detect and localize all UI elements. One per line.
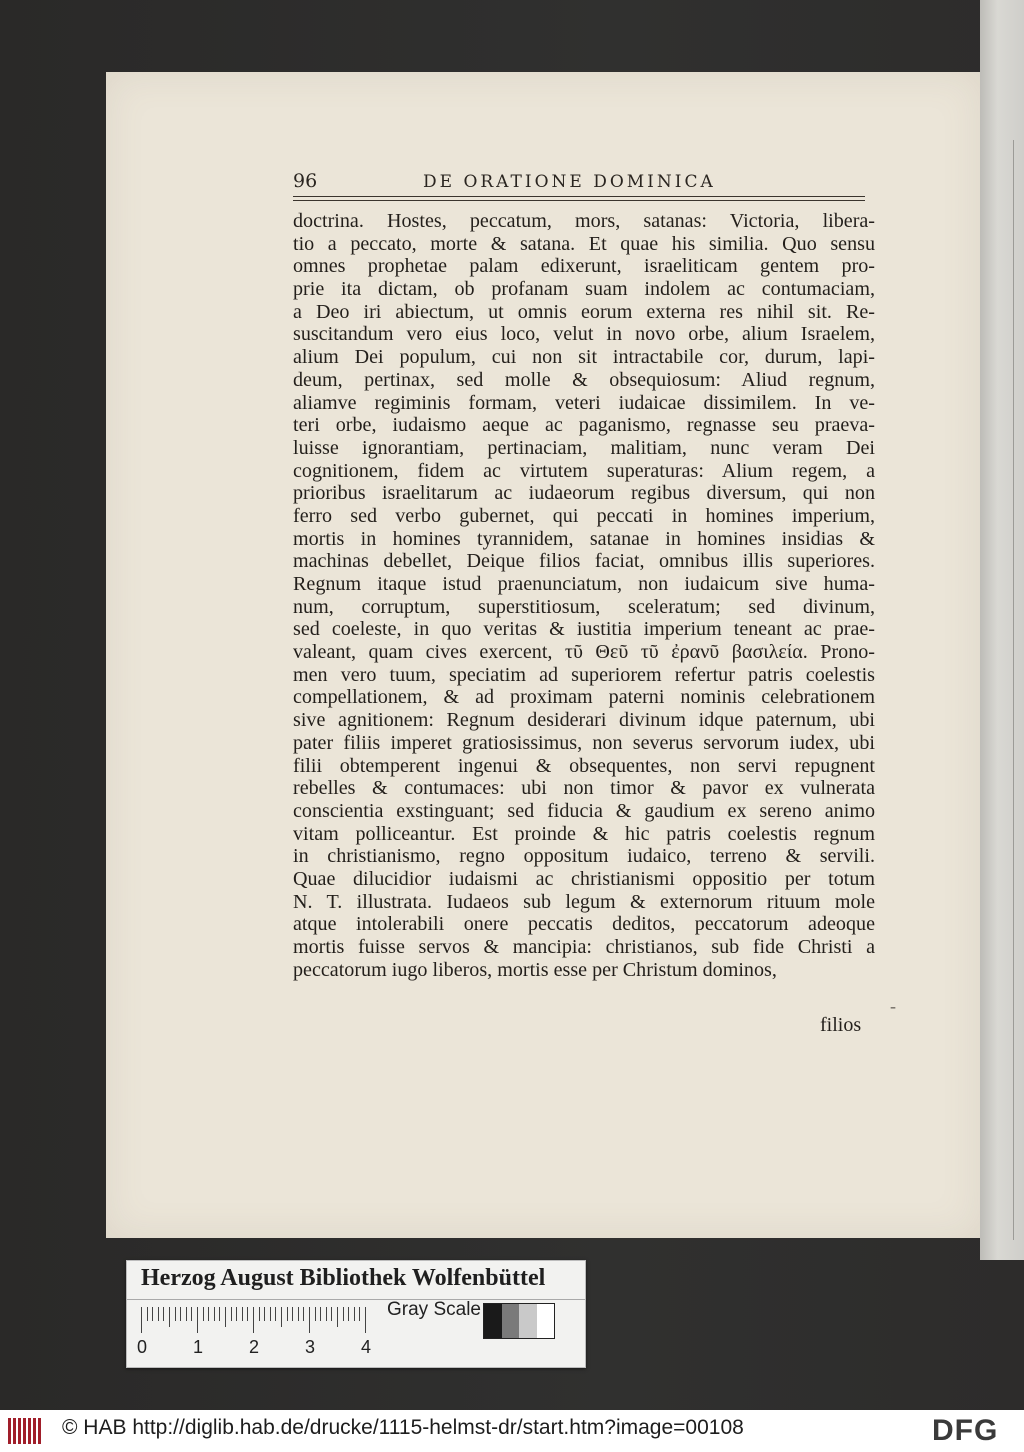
text-line: aliamve regiminis formam, veteri iudaicae dissimilem. In ve- (293, 391, 875, 414)
ruler-tick (242, 1307, 243, 1321)
ruler-tick (169, 1307, 170, 1327)
text-line: cognitionem, fidem ac virtutem superaturas: Alium regem, a (293, 459, 875, 482)
head-rule (293, 196, 865, 201)
text-line: omnes prophetae palam edixerunt, israeliticam gentem pro- (293, 255, 875, 278)
ruler-tick (264, 1307, 265, 1321)
gray-swatch (484, 1304, 502, 1338)
ruler-tick (141, 1307, 142, 1333)
ruler-tick (365, 1307, 366, 1333)
running-head-title: DE ORATIONE DOMINICA (423, 172, 716, 192)
ruler-tick (197, 1307, 198, 1333)
text-line: vitam polliceantur. Est proinde & hic patris coelestis regnum (293, 822, 875, 845)
text-line: valeant, quam cives exercent, τῦ Θεῦ τῦ ἐρανῦ βασιλεία. Prono- (293, 641, 875, 664)
text-line: luisse ignorantiam, pertinaciam, malitiam, nunc veram Dei (293, 436, 875, 459)
text-line: filii obtemperent ingenui & obsequentes, non servi repugnent (293, 754, 875, 777)
text-line: sive agnitionem: Regnum desiderari divinum idque paternum, ubi (293, 709, 875, 732)
page-number: 96 (293, 170, 318, 192)
ruler-tick (236, 1307, 237, 1321)
gray-swatch (519, 1304, 537, 1338)
card-title: Herzog August Bibliothek Wolfenbüttel (141, 1265, 546, 1291)
footer-source-link[interactable]: © HAB http://diglib.hab.de/drucke/1115-helmst-dr/start.htm?image=00108 (62, 1416, 744, 1439)
hab-logo-icon (8, 1418, 48, 1444)
card-divider (127, 1299, 585, 1300)
ruler-tick (354, 1307, 355, 1321)
text-line: suscitandum vero eius loco, velut in novo orbe, alium Israelem, (293, 323, 875, 346)
text-line: pater filiis imperet gratiosissimus, non severus servorum iudex, ubi (293, 731, 875, 754)
ruler-tick (298, 1307, 299, 1321)
gray-swatch (537, 1304, 555, 1338)
ruler-tick (315, 1307, 316, 1321)
gray-scale-label: Gray Scale (387, 1299, 481, 1320)
ruler-tick (152, 1307, 153, 1321)
body-text (293, 210, 875, 981)
ruler-tick (270, 1307, 271, 1321)
spine-edge (1013, 140, 1014, 1240)
text-line: alium Dei populum, cui non sit intractabile cor, durum, lapi- (293, 346, 875, 369)
text-line: tio a peccato, morte & satana. Et quae his similia. Quo sensu (293, 232, 875, 255)
text-line: in christianismo, regno oppositum iudaico, terreno & servili. (293, 845, 875, 868)
text-line: conscientia exstinguant; sed fiducia & gaudium ex sereno animo (293, 799, 875, 822)
text-line: rebelles & contumaces: ubi non timor & pavor ex vulnerata (293, 777, 875, 800)
ruler-tick (247, 1307, 248, 1321)
text-line: teri orbe, iudaismo aeque ac paganismo, regnasse seu praeva- (293, 414, 875, 437)
scale-ruler (141, 1307, 381, 1333)
scale-number: 4 (361, 1337, 372, 1357)
ruler-tick (337, 1307, 338, 1327)
ruler-tick (219, 1307, 220, 1321)
ruler-tick (214, 1307, 215, 1321)
ruler-tick (259, 1307, 260, 1321)
ruler-tick (253, 1307, 254, 1333)
scale-numbers (137, 1337, 397, 1359)
ruler-tick (281, 1307, 282, 1327)
ruler-tick (292, 1307, 293, 1321)
scale-number: 3 (305, 1337, 316, 1357)
dfg-logo: DFG (932, 1414, 999, 1447)
text-line: men vero tuum, speciatim ad superiorem refertur patris coelestis (293, 663, 875, 686)
text-line: deum, pertinax, sed molle & obsequiosum: Aliud regnum, (293, 368, 875, 391)
text-line: mortis fuisse servos & mancipia: christianos, sub fide Christi a (293, 936, 875, 958)
text-line: atque intolerabili onere peccatis deditos, peccatorum adeoque (293, 913, 875, 936)
catchword: filios (820, 1014, 862, 1036)
text-line: prie ita dictam, ob profanam suam indolem ac contumaciam, (293, 278, 875, 301)
scale-number: 2 (249, 1337, 260, 1357)
ruler-tick (359, 1307, 360, 1321)
text-line: doctrina. Hostes, peccatum, mors, satanas: Victoria, libera- (293, 210, 875, 232)
text-line: peccatorum iugo liberos, mortis esse per Christum dominos, (293, 958, 777, 981)
text-line: Regnum itaque istud praenunciatum, non iudaicum sive huma- (293, 573, 875, 595)
text-line: num, corruptum, superstitiosum, sceleratum; sed divinum, (293, 595, 875, 618)
margin-mark: - (890, 996, 896, 1016)
text-line: sed coeleste, in quo veritas & iustitia imperium teneant ac prae- (293, 618, 875, 641)
text-line: compellationem, & ad proximam paterni nominis celebrationem (293, 686, 875, 709)
ruler-tick (163, 1307, 164, 1321)
text-line: N. T. illustrata. Iudaeos sub legum & externorum rituum mole (293, 890, 875, 913)
text-line: prioribus israelitarum ac iudaeorum regibus diversum, qui non (293, 482, 875, 505)
book-spine (980, 0, 1024, 1260)
ruler-tick (225, 1307, 226, 1327)
ruler-tick (158, 1307, 159, 1321)
text-line: machinas debellet, Deique filios faciat, omnibus illis superiores. (293, 550, 875, 573)
ruler-tick (180, 1307, 181, 1321)
ruler-tick (326, 1307, 327, 1321)
ruler-tick (343, 1307, 344, 1321)
ruler-tick (186, 1307, 187, 1321)
ruler-tick (320, 1307, 321, 1321)
text-line: mortis in homines tyrannidem, satanae in homines insidias & (293, 527, 875, 550)
scale-number: 1 (193, 1337, 204, 1357)
ruler-tick (331, 1307, 332, 1321)
ruler-tick (303, 1307, 304, 1321)
text-line: ferro sed verbo gubernet, qui peccati in homines imperium, (293, 504, 875, 527)
ruler-tick (231, 1307, 232, 1321)
ruler-tick (175, 1307, 176, 1321)
ruler-tick (147, 1307, 148, 1321)
ruler-tick (208, 1307, 209, 1321)
gray-scale-swatch (483, 1303, 555, 1339)
running-head (293, 170, 873, 196)
color-reference-card (126, 1260, 586, 1368)
ruler-tick (287, 1307, 288, 1321)
ruler-tick (203, 1307, 204, 1321)
ruler-tick (191, 1307, 192, 1321)
scale-number: 0 (137, 1337, 148, 1357)
text-line: a Deo iri abiectum, ut omnis eorum externa res nihil sit. Re- (293, 300, 875, 323)
gray-swatch (502, 1304, 520, 1338)
ruler-tick (309, 1307, 310, 1333)
text-line: Quae dilucidior iudaismi ac christianismi oppositio per totum (293, 867, 875, 890)
ruler-tick (348, 1307, 349, 1321)
ruler-tick (275, 1307, 276, 1321)
footer-bar (0, 1410, 1024, 1452)
